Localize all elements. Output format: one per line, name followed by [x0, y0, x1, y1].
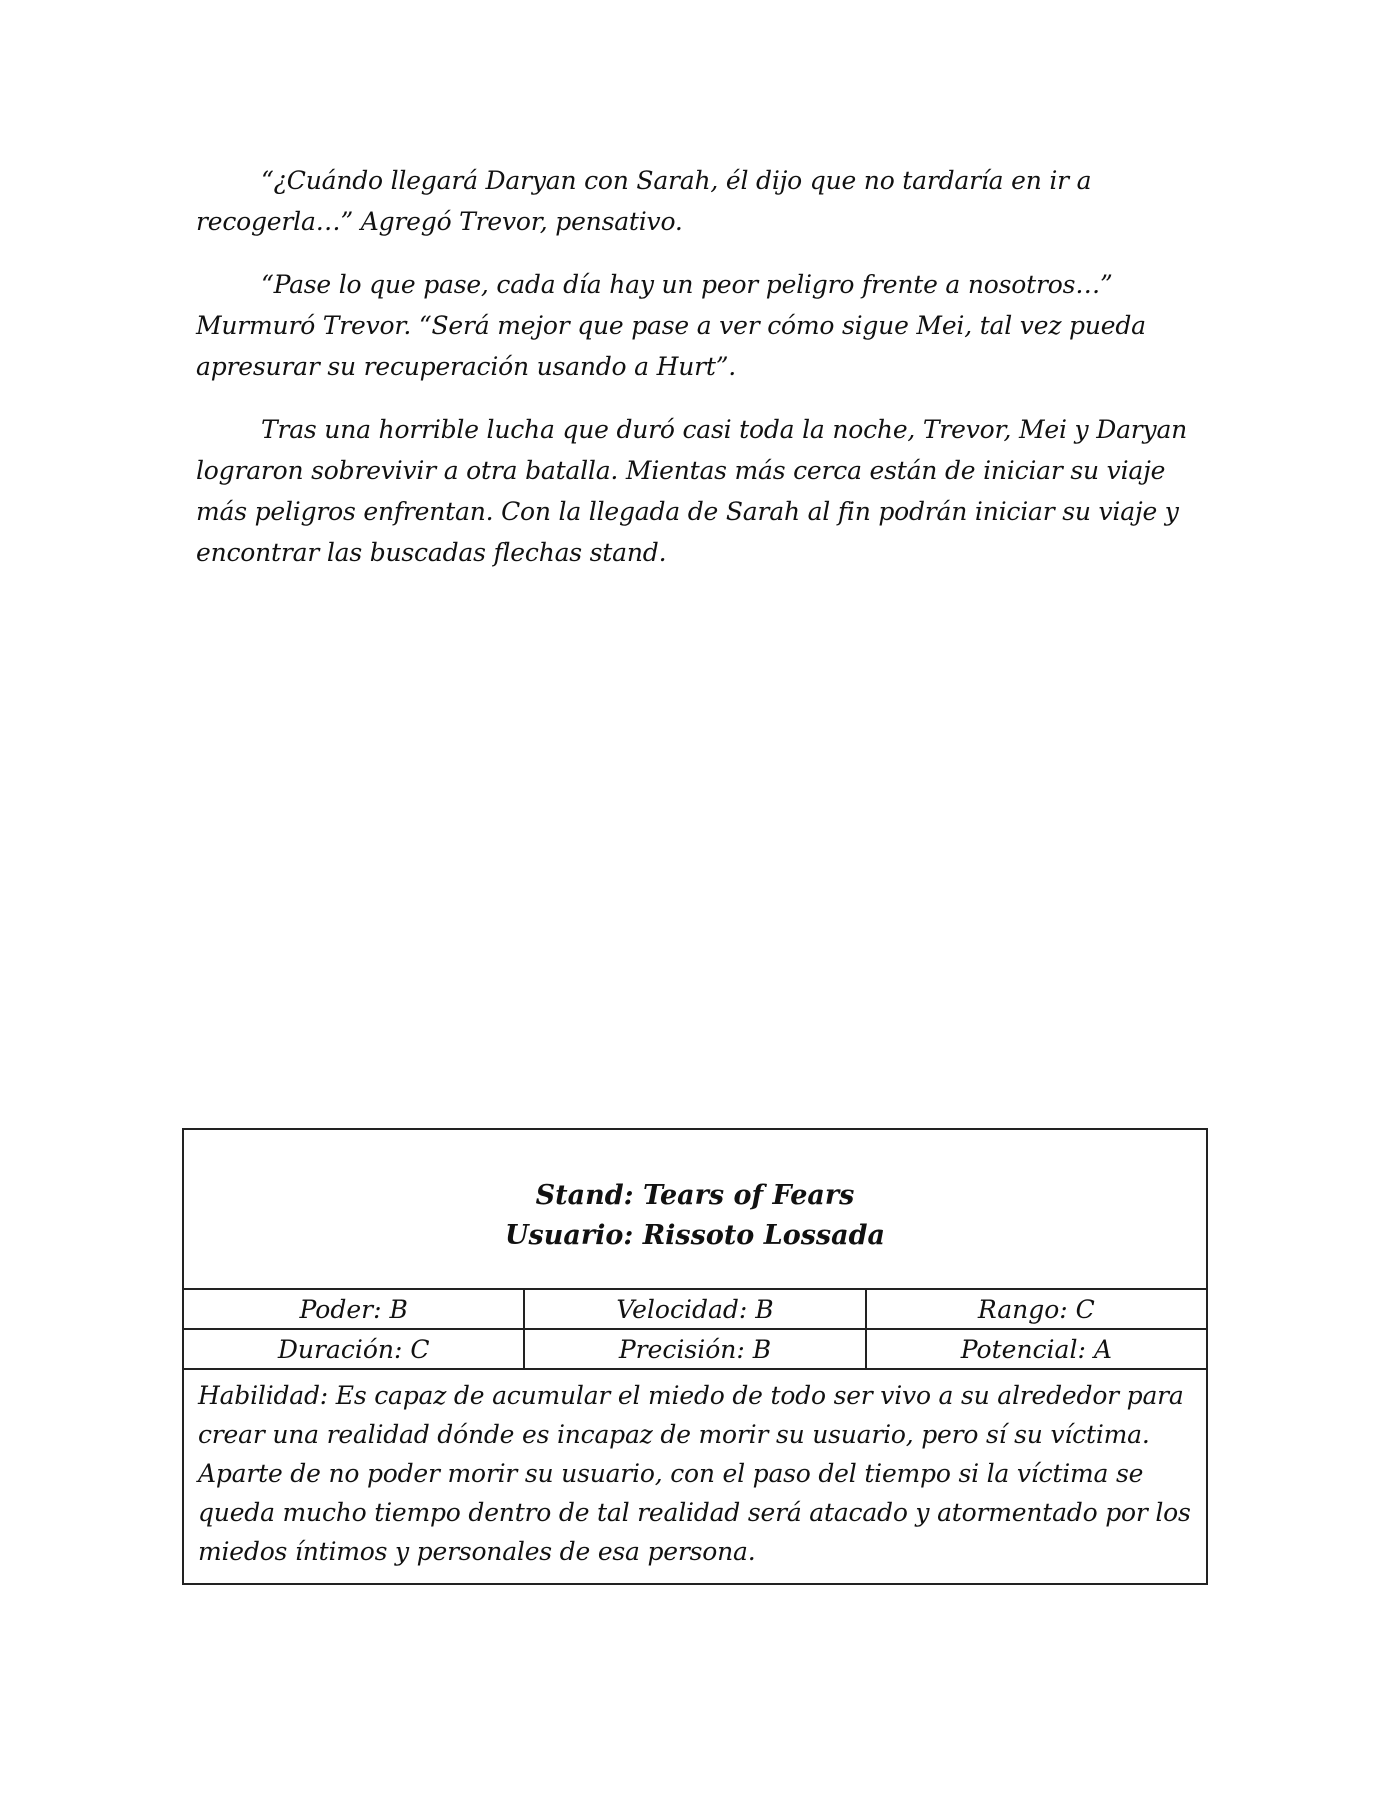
stand-user: Usuario: Rissoto Lossada	[505, 1220, 885, 1251]
stand-info-table	[182, 1128, 1208, 1585]
stats-row	[184, 1330, 1206, 1370]
stat-power: Poder: B	[184, 1290, 525, 1328]
story-paragraph: “¿Cuándo llegará Daryan con Sarah, él dijo que no tardaría en ir a recogerla…” Agregó Trevor, pensativo.	[196, 166, 1092, 236]
story-text	[196, 160, 1206, 595]
stat-potential: Potencial: A	[960, 1334, 1112, 1364]
stand-name: Stand: Tears of Fears	[535, 1180, 855, 1211]
stand-ability: Habilidad: Es capaz de acumular el miedo de todo ser vivo a su alrededor para crear una realidad dónde es incapaz de morir su usuario, pero sí su víctima. Aparte de no poder morir su usuario, con el paso del tiempo si la víctima se queda mucho tiempo dentro de tal realidad será atacado y atormentado por los miedos íntimos y personales de esa persona.	[198, 1381, 1191, 1566]
stat-duration: Duración: C	[184, 1330, 525, 1368]
stats-row	[184, 1290, 1206, 1330]
stand-header	[184, 1130, 1206, 1290]
story-paragraph: “Pase lo que pase, cada día hay un peor peligro frente a nosotros…” Murmuró Trevor. “Será mejor que pase a ver cómo sigue Mei, tal vez pueda apresurar su recuperación usando a Hurt”.	[196, 270, 1146, 381]
stat-precision: Precisión: B	[525, 1330, 866, 1368]
story-paragraph: Tras una horrible lucha que duró casi toda la noche, Trevor, Mei y Daryan lograron sobrevivir a otra batalla. Mientas más cerca están de iniciar su viaje más peligros enfrentan. Con la llegada de Sarah al fin podrán iniciar su viaje y encontrar las buscadas flechas stand.	[196, 415, 1188, 567]
stat-speed: Velocidad: B	[525, 1290, 866, 1328]
stat-range: Rango: C	[977, 1294, 1095, 1324]
